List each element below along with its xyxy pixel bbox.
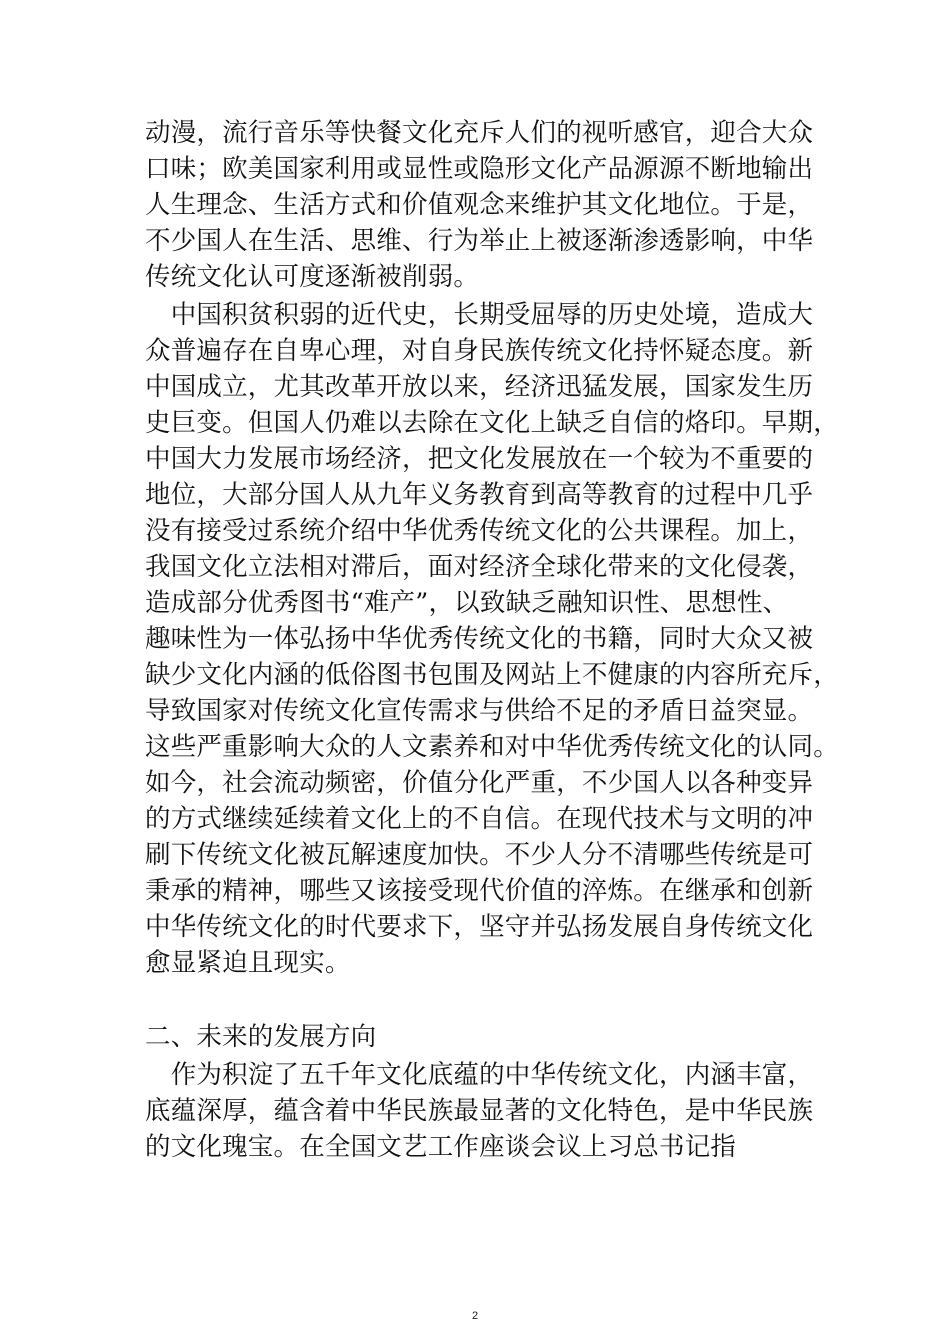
text-line: 导致国家对传统文化宣传需求与供给不足的矛盾日益突显。 xyxy=(145,696,814,726)
text-line: 中国成立，尤其改革开放以来，经济迅猛发展，国家发生历 xyxy=(145,372,814,402)
text-line: 中国大力发展市场经济，把文化发展放在一个较为不重要的 xyxy=(145,444,814,474)
text-line: 人生理念、生活方式和价值观念来维护其文化地位。于是， xyxy=(145,190,814,220)
section-heading: 二、未来的发展方向 xyxy=(145,1022,377,1052)
text-line: 口味；欧美国家利用或显性或隐形文化产品源源不断地输出 xyxy=(145,154,814,184)
text-line: 如今，社会流动频密，价值分化严重，不少国人以各种变异 xyxy=(145,768,814,798)
text-line: 的文化瑰宝。在全国文艺工作座谈会议上习总书记指 xyxy=(145,1132,737,1162)
text-line: 作为积淀了五千年文化底蕴的中华传统文化，内涵丰富， xyxy=(145,1060,814,1090)
text-line: 动漫，流行音乐等快餐文化充斥人们的视听感官，迎合大众 xyxy=(145,118,814,148)
text-line: 我国文化立法相对滞后，面对经济全球化带来的文化侵袭， xyxy=(145,552,814,582)
text-line: 史巨变。但国人仍难以去除在文化上缺乏自信的烙印。早期， xyxy=(145,408,839,438)
text-line: 不少国人在生活、思维、行为举止上被逐渐渗透影响，中华 xyxy=(145,226,814,256)
text-line: 缺少文化内涵的低俗图书包围及网站上不健康的内容所充斥， xyxy=(145,660,839,690)
text-line: 造成部分优秀图书“难产”，以致缺乏融知识性、思想性、 xyxy=(145,588,789,618)
text-line: 传统文化认可度逐渐被削弱。 xyxy=(145,262,480,292)
text-line: 没有接受过系统介绍中华优秀传统文化的公共课程。加上， xyxy=(145,516,814,546)
text-line: 这些严重影响大众的人文素养和对中华优秀传统文化的认同。 xyxy=(145,732,839,762)
text-line: 众普遍存在自卑心理，对自身民族传统文化持怀疑态度。新 xyxy=(145,336,814,366)
text-line: 中华传统文化的时代要求下，坚守并弘扬发展自身传统文化 xyxy=(145,912,814,942)
page-number: 2 xyxy=(471,1310,479,1322)
text-line: 秉承的精神，哪些又该接受现代价值的淬炼。在继承和创新 xyxy=(145,876,814,906)
text-line: 刷下传统文化被瓦解速度加快。不少人分不清哪些传统是可 xyxy=(145,840,814,870)
text-line: 趣味性为一体弘扬中华优秀传统文化的书籍，同时大众又被 xyxy=(145,624,814,654)
text-line: 愈显紧迫且现实。 xyxy=(145,948,351,978)
text-line: 的方式继续延续着文化上的不自信。在现代技术与文明的冲 xyxy=(145,804,814,834)
text-line: 中国积贫积弱的近代史，长期受屈辱的历史处境，造成大 xyxy=(145,300,814,330)
text-line: 地位，大部分国人从九年义务教育到高等教育的过程中几乎 xyxy=(145,480,814,510)
text-line: 底蕴深厚，蕴含着中华民族最显著的文化特色，是中华民族 xyxy=(145,1096,814,1126)
